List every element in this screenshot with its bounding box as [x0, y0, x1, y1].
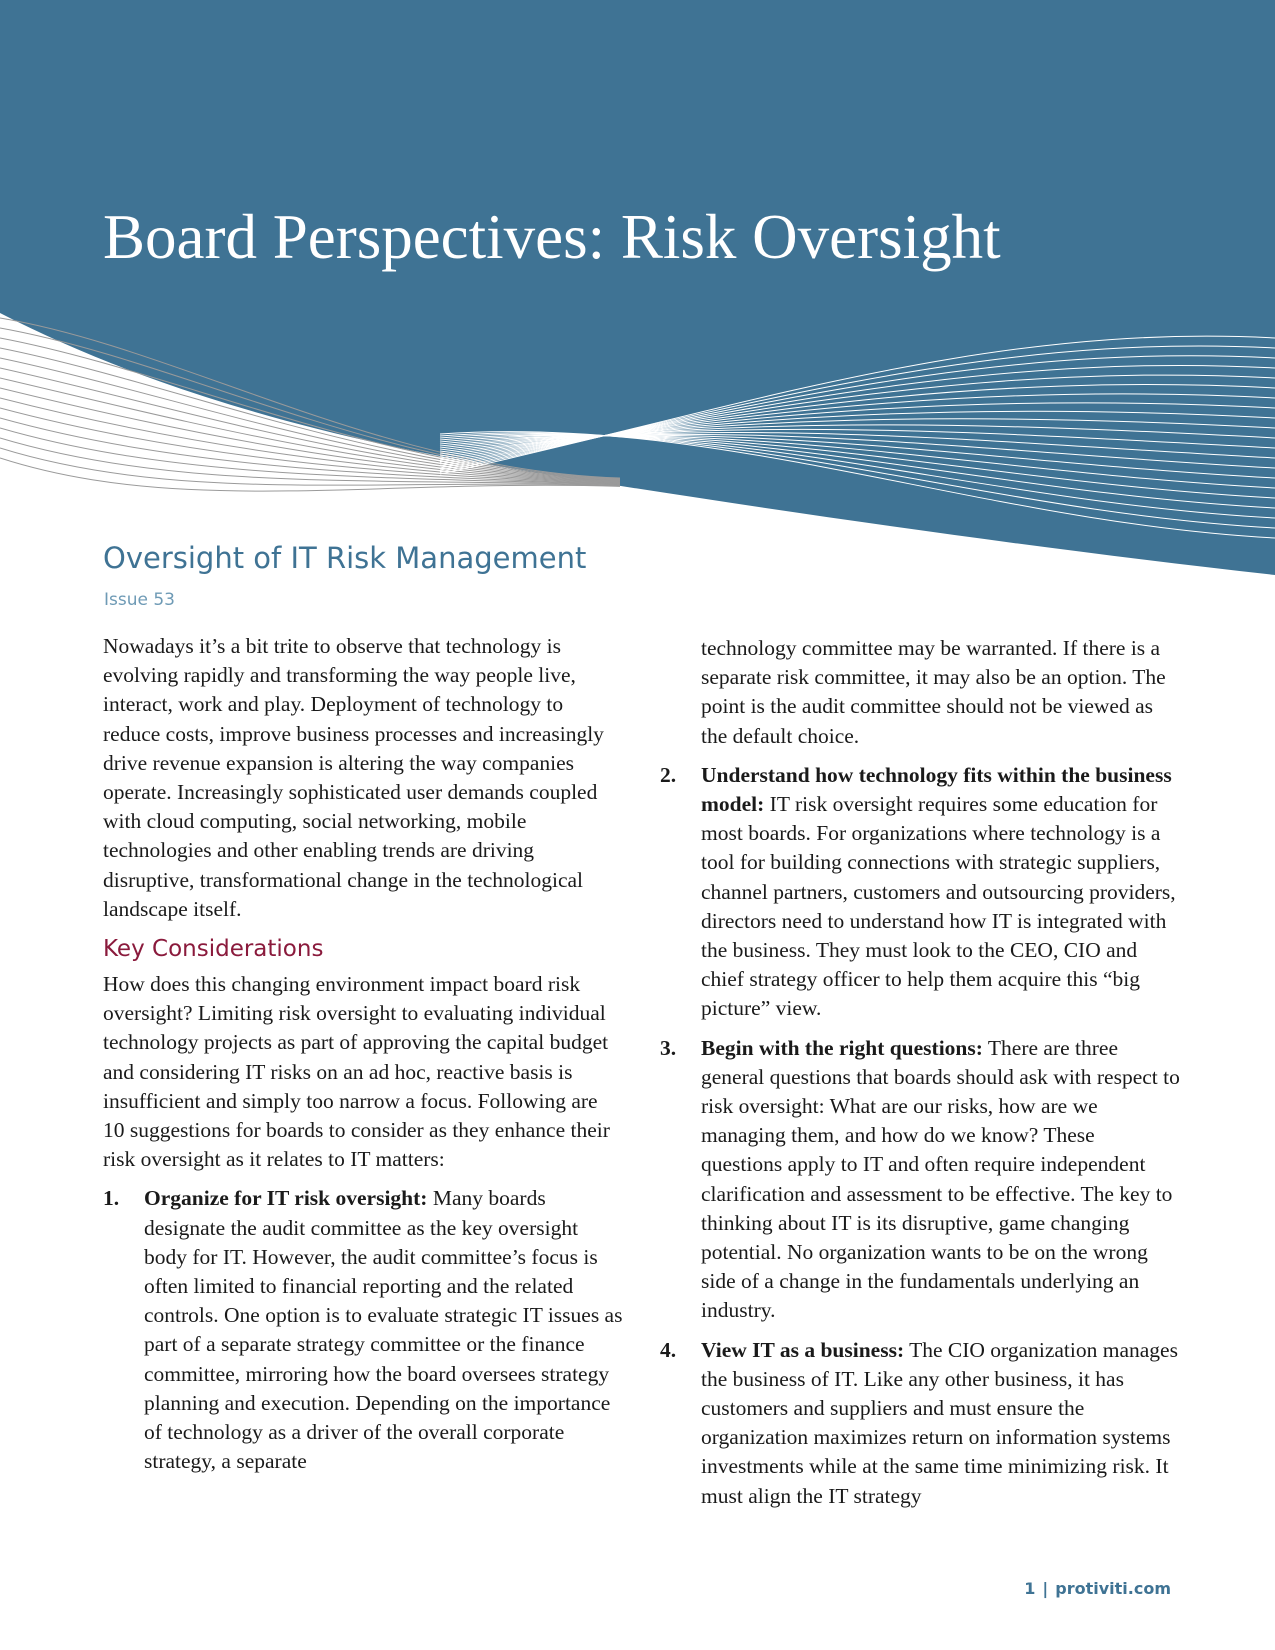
list-item [660, 1336, 1180, 1511]
wave-banner-graphic [0, 0, 1275, 590]
list-item-number: 2. [660, 762, 677, 787]
page-number: 1 [1024, 1579, 1036, 1598]
page-footer [1024, 1579, 1171, 1598]
list-item-text: IT risk oversight requires some education for most boards. For organizations where technology is a tool for building connections with strategic suppliers, channel partners, customers and outsourcing providers, directors need to understand how IT is integrated with the business. They must look to the CEO, CIO and chief strategy officer to help them acquire this “big picture” view. [701, 792, 1176, 1021]
list-item-title: Understand how technology fits within the business model: [701, 762, 1172, 817]
list-item-title: View IT as a business: [701, 1337, 905, 1362]
list-item-number: 1. [103, 1186, 120, 1211]
list-item [660, 761, 1180, 1024]
list-item-text: Many boards designate the audit committee as the key oversight body for IT. However, the audit committee’s focus is often limited to financial reporting and the related controls. One option is to evaluate strategic IT issues as part of a separate strategy committee or the finance committee, mirroring how the board oversees strategy planning and execution. Depending on the importance of technology as a driver of the overall corporate strategy, a separate [144, 1186, 623, 1474]
list-item-title: Begin with the right questions: [701, 1035, 983, 1060]
footer-separator: | [1042, 1579, 1049, 1598]
footer-website-link[interactable]: protiviti.com [1055, 1579, 1171, 1598]
intro-paragraph: Nowadays it’s a bit trite to observe that technology is evolving rapidly and transforming the way people live, interact, work and play. Deployment of technology to reduce costs, improve business processes and increasingly drive revenue expansion is altering the way companies operate. Increasingly sophisticated user demands coupled with cloud computing, social networking, mobile technologies and other enabling trends are driving disruptive, transformational change in the technological landscape itself. [103, 634, 604, 921]
list-item-text: There are three general questions that boards should ask with respect to risk oversight: What are our risks, how are we managing them, and how do we know? These questions apply to IT and often require independent clarification and assessment to be effective. The key to thinking about IT is its disruptive, game changing potential. No organization wants to be on the wrong side of a change in the fundamentals underlying an industry. [701, 1035, 1180, 1323]
list-item-continuation: technology committee may be warranted. If there is a separate risk committee, it may also be an option. The point is the audit committee should not be viewed as the default choice. [701, 636, 1166, 748]
considerations-list-part1 [103, 1184, 623, 1476]
list-item-number: 3. [660, 1035, 677, 1060]
banner-background [0, 0, 1275, 575]
header-banner [0, 0, 1275, 590]
article-subtitle: Oversight of IT Risk Management [103, 541, 587, 575]
page-title: Board Perspectives: Risk Oversight [103, 202, 1001, 272]
left-column [103, 632, 623, 1486]
list-item-title: Organize for IT risk oversight: [144, 1186, 428, 1211]
list-item [103, 1184, 623, 1476]
right-column [660, 634, 1180, 1521]
list-item-text: The CIO organization manages the business of IT. Like any other business, it has customers and suppliers and must ensure the organization maximizes return on information systems investments while at the same time minimizing risk. It must align the IT strategy [701, 1337, 1178, 1508]
section-heading: Key Considerations [103, 936, 324, 963]
considerations-list-part2 [660, 761, 1180, 1511]
list-item-number: 4. [660, 1337, 677, 1362]
section-intro-paragraph: How does this changing environment impact board risk oversight? Limiting risk oversight to evaluating individual technology projects as part of approving the capital budget and considering IT risks on an ad hoc, reactive basis is insufficient and simply too narrow a focus. Following are 10 suggestions for boards to consider as they enhance their risk oversight as it relates to IT matters: [103, 972, 610, 1172]
issue-number: Issue 53 [104, 590, 175, 610]
list-item [660, 1034, 1180, 1326]
